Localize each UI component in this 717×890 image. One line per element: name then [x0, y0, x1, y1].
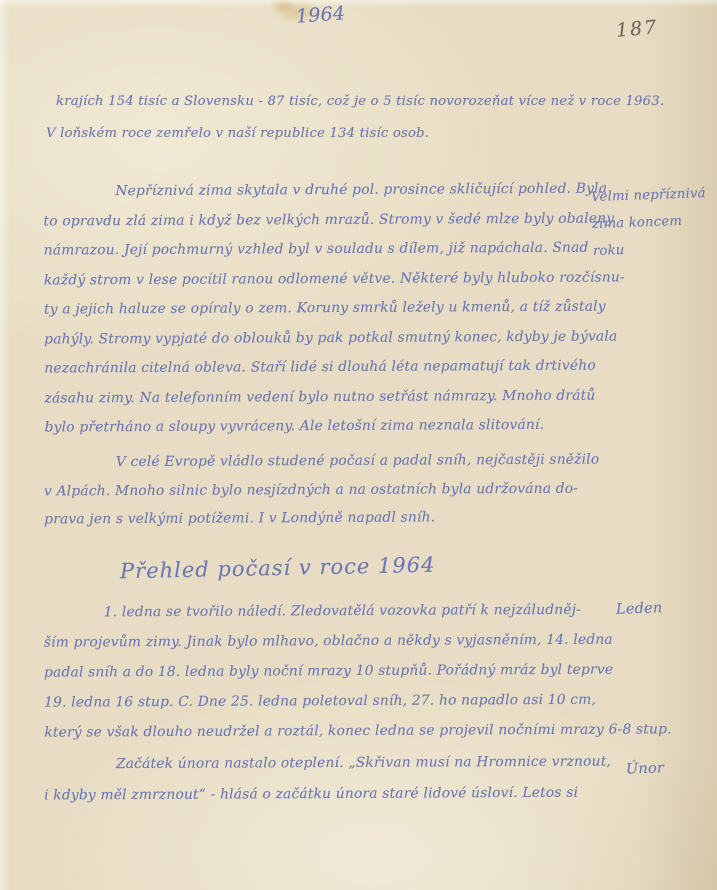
text-line: Nepříznivá zima skytala v druhé pol. prosince skličující pohled. Byla — [115, 180, 608, 200]
margin-note-january: Leden — [615, 600, 663, 618]
text-line: Začátek února nastalo oteplení. „Skřivan musí na Hromnice vrznout, — [115, 753, 612, 773]
paragraph-winter-description — [43, 174, 625, 443]
paragraph-january-weather — [44, 594, 672, 747]
text-line: 1. ledna se tvořilo náledí. Zledovatělá vozovka patří k nejzáludněj- — [103, 601, 582, 621]
section-heading: Přehled počasí v roce 1964 — [119, 552, 436, 584]
text-line: i kdyby měl zmrznout“ - hlásá o začátku února staré lidové úsloví. Letos si — [44, 784, 579, 804]
text-line: každý strom v lese pocítil ranou odlomené větve. Některé byly hluboko rozčísnu- — [43, 268, 625, 289]
text-line: V celé Evropě vládlo studené počasí a padal sníh, nejčastěji sněžilo — [115, 451, 600, 471]
paragraph-february-weather — [44, 747, 611, 812]
paragraph-statistics — [46, 86, 664, 150]
text-line: ty a jejich haluze se opíraly o zem. Koruny smrků ležely u kmenů, a tíž zůstaly — [43, 298, 606, 318]
text-line: nezachránila citelná obleva. Staří lidé si dlouhá léta nepamatují tak drtivého — [44, 357, 596, 377]
margin-note-february: Únor — [625, 760, 665, 778]
text-line: v Alpách. Mnoho silnic bylo nesjízdných a na ostatních byla udržována do- — [43, 480, 579, 499]
text-line: ším projevům zimy. Jinak bylo mlhavo, oblačno a někdy s vyjasněním, 14. ledna — [43, 631, 613, 651]
year-heading: 1964 — [295, 2, 346, 28]
margin-note-winter: Velmi nepříznivá zima koncem roku — [590, 186, 706, 260]
text-line: to opravdu zlá zima i když bez velkých mrazů. Stromy v šedé mlze byly obaleny — [43, 210, 615, 230]
text-line: námrazou. Její pochmurný vzhled byl v souladu s dílem, již napáchala. Snad — [43, 239, 589, 259]
paragraph-europe-weather — [44, 446, 600, 534]
text-line: pahýly. Stromy vypjaté do oblouků by pak potkal smutný konec, kdyby je bývala — [44, 328, 618, 348]
text-line: který se však dlouho neudržel a roztál, konec ledna se projevil nočními mrazy 6-8 stup. — [44, 721, 672, 741]
text-line: krajích 154 tisíc a Slovensku - 87 tisíc, což je o 5 tisíc novorozeňat více než v roce 1963. — [56, 94, 665, 109]
text-line: padal sníh a do 18. ledna byly noční mrazy 10 stupňů. Pořádný mráz byl teprve — [43, 661, 614, 681]
text-line: 19. ledna 16 stup. C. Dne 25. ledna poletoval sníh, 27. ho napadlo asi 10 cm, — [44, 691, 597, 711]
text-line: zásahu zimy. Na telefonním vedení bylo nutno setřást námrazy. Mnoho drátů — [44, 387, 596, 407]
text-line: V loňském roce zemřelo v naší republice 134 tisíc osob. — [46, 126, 430, 141]
text-line: bylo přetrháno a sloupy vyvráceny. Ale letošní zima neznala slitování. — [44, 416, 545, 436]
text-line: prava jen s velkými potížemi. I v Londýně napadl sníh. — [44, 509, 436, 528]
page-number: 187 — [615, 16, 660, 42]
